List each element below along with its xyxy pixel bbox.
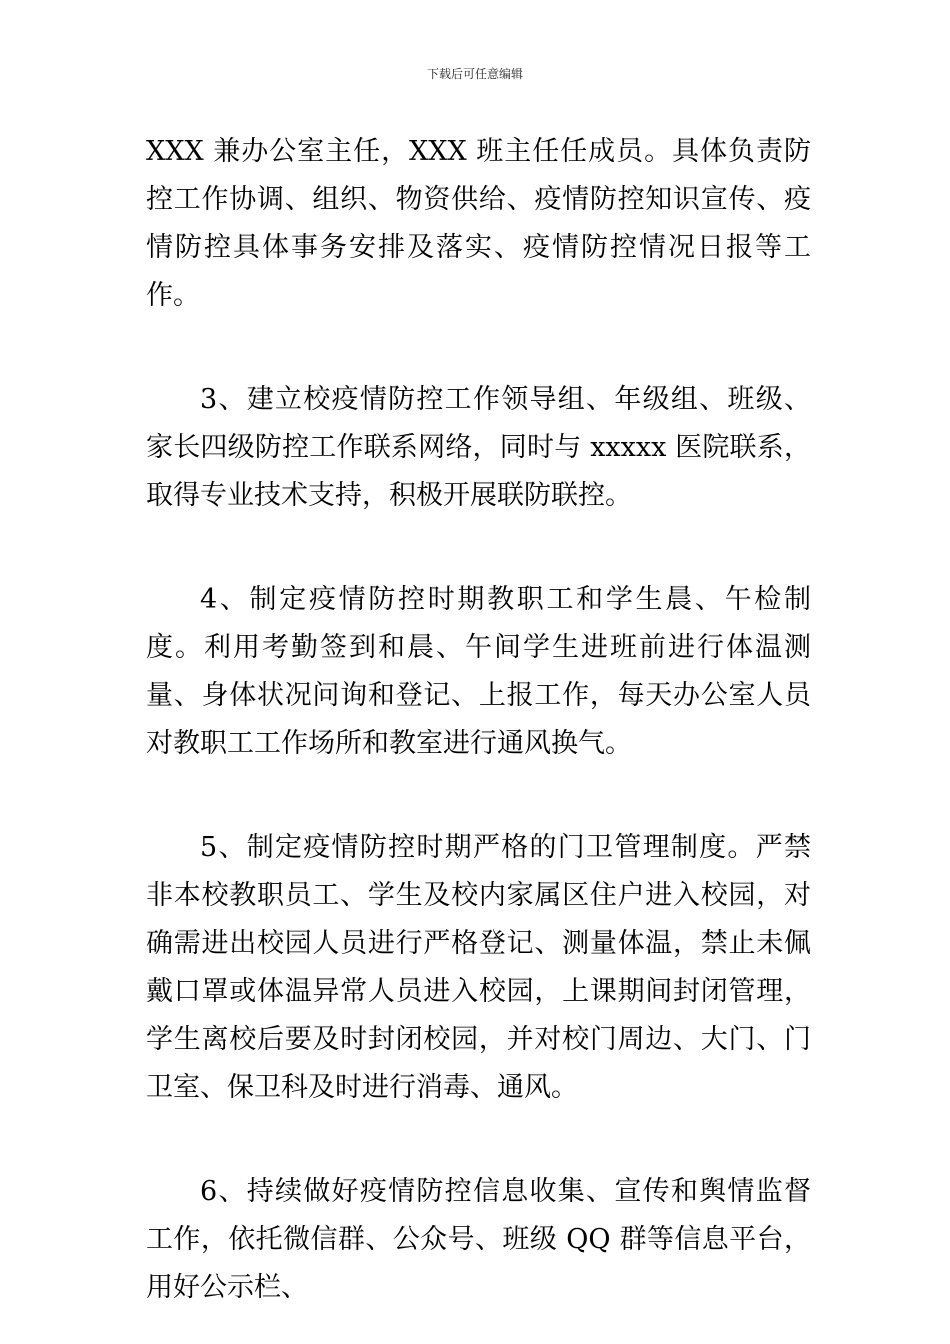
paragraph-item-3: 3、建立校疫情防控工作领导组、年级组、班级、家长四级防控工作联系网络，同时与 xxxxx 医院联系，取得专业技术支持，积极开展联防联控。 xyxy=(146,384,811,511)
paragraph-item-4: 4、制定疫情防控时期教职工和学生晨、午检制度。利用考勤签到和晨、午间学生进班前进行体温测量、身体状况问询和登记、上报工作，每天办公室人员对教职工工作场所和教室进行通风换气。 xyxy=(146,584,811,759)
paragraph-continuation: XXX 兼办公室主任，XXX 班主任任成员。具体负责防控工作协调、组织、物资供给、疫情防控知识宣传、疫情防控具体事务安排及落实、疫情防控情况日报等工作。 xyxy=(146,136,811,311)
header-note: 下载后可任意编辑 xyxy=(426,67,523,81)
document-body xyxy=(146,128,811,1312)
paragraph-item-6: 6、持续做好疫情防控信息收集、宣传和舆情监督工作，依托微信群、公众号、班级 QQ 群等信息平台，用好公示栏、 xyxy=(146,1176,811,1303)
paragraph-item-5: 5、制定疫情防控时期严格的门卫管理制度。严禁非本校教职员工、学生及校内家属区住户进入校园，对确需进出校园人员进行严格登记、测量体温，禁止未佩戴口罩或体温异常人员进入校园，上课期间封闭管理，学生离校后要及时封闭校园，并对校门周边、大门、门卫室、保卫科及时进行消毒、通风。 xyxy=(146,832,811,1103)
